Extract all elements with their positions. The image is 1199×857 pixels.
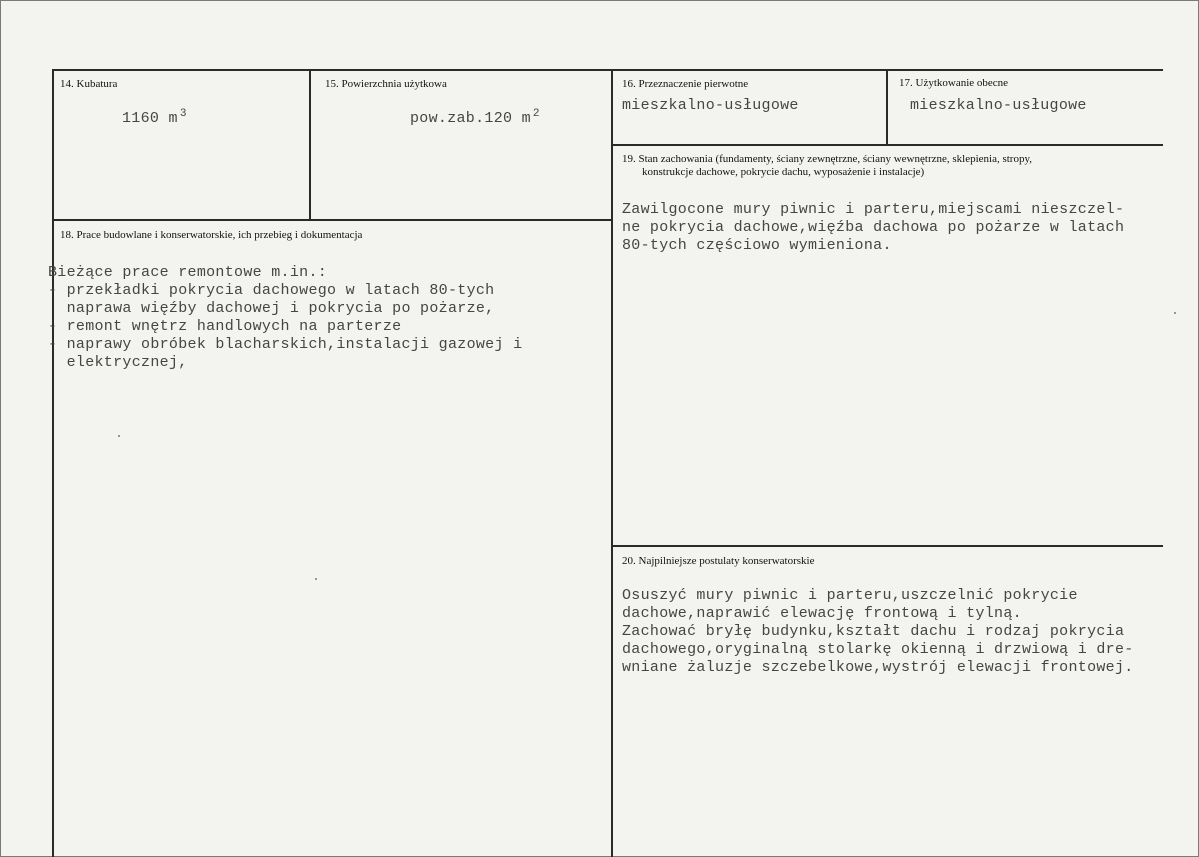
powierzchnia-number: pow.zab.120 m <box>410 110 531 127</box>
paper-speck <box>118 435 120 437</box>
rule-v-powierzchnia <box>309 69 311 220</box>
stan-label-line1: 19. Stan zachowania (fundamenty, ściany zewnętrzne, ściany wewnętrzne, sklepienia, stropy, <box>622 153 1033 165</box>
prace-label: 18. Prace budowlane i konserwatorskie, ich przebieg i dokumentacja <box>60 229 363 241</box>
prace-line: - remont wnętrz handlowych na parterze <box>48 318 402 335</box>
rule-lower-right <box>612 545 1163 547</box>
prace-line: naprawa więźby dachowej i pokrycia po pożarze, <box>48 300 495 317</box>
postulaty-text <box>622 569 1134 677</box>
kubatura-label: 14. Kubatura <box>60 78 118 90</box>
przeznaczenie-label: 16. Przeznaczenie pierwotne <box>622 78 749 90</box>
prace-text <box>48 246 522 372</box>
stan-line: Zawilgocone mury piwnic i parteru,miejscami nieszczel- <box>622 201 1125 218</box>
stan-label-line2: konstrukcje dachowe, pokrycie dachu, wyposażenie i instalacje) <box>642 166 925 178</box>
postulaty-line: dachowe,naprawić elewację frontową i tylną. <box>622 605 1022 622</box>
przeznaczenie-value: mieszkalno-usługowe <box>622 97 799 114</box>
postulaty-line: wniane żaluzje szczebelkowe,wystrój elewacji frontowej. <box>622 659 1134 676</box>
powierzchnia-label: 15. Powierzchnia użytkowa <box>325 78 447 90</box>
stan-line: 80-tych częściowo wymieniona. <box>622 237 892 254</box>
rule-top <box>52 69 1163 71</box>
uzytkowanie-value: mieszkalno-usługowe <box>910 97 1087 114</box>
kubatura-value <box>122 108 187 127</box>
postulaty-line: Zachować bryłę budynku,kształt dachu i rodzaj pokrycia <box>622 623 1125 640</box>
rule-v-center <box>611 69 613 857</box>
postulaty-line: dachowego,oryginalną stolarkę okienną i drzwiową i dre- <box>622 641 1134 658</box>
powierzchnia-value <box>410 108 540 127</box>
powierzchnia-exponent: 2 <box>532 108 540 120</box>
uzytkowanie-label: 17. Użytkowanie obecne <box>899 77 1009 89</box>
paper-speck <box>1174 312 1176 314</box>
prace-line: - przekładki pokrycia dachowego w latach 80-tych <box>48 282 495 299</box>
prace-line: Bieżące prace remontowe m.in.: <box>48 264 328 281</box>
prace-line: elektrycznej, <box>48 354 188 371</box>
postulaty-line: Osuszyć mury piwnic i parteru,uszczelnić pokrycie <box>622 587 1078 604</box>
prace-line: - naprawy obróbek blacharskich,instalacji gazowej i <box>48 336 523 353</box>
rule-mid-left <box>52 219 613 221</box>
kubatura-exponent: 3 <box>179 108 187 120</box>
paper-speck <box>315 578 317 580</box>
rule-v-kubatura <box>52 69 54 857</box>
postulaty-label: 20. Najpilniejsze postulaty konserwatorskie <box>622 555 815 567</box>
stan-text <box>622 183 1124 255</box>
rule-v-uzytkowanie <box>886 69 888 145</box>
stan-line: ne pokrycia dachowe,więźba dachowa po pożarze w latach <box>622 219 1125 236</box>
kubatura-number: 1160 m <box>122 110 178 127</box>
